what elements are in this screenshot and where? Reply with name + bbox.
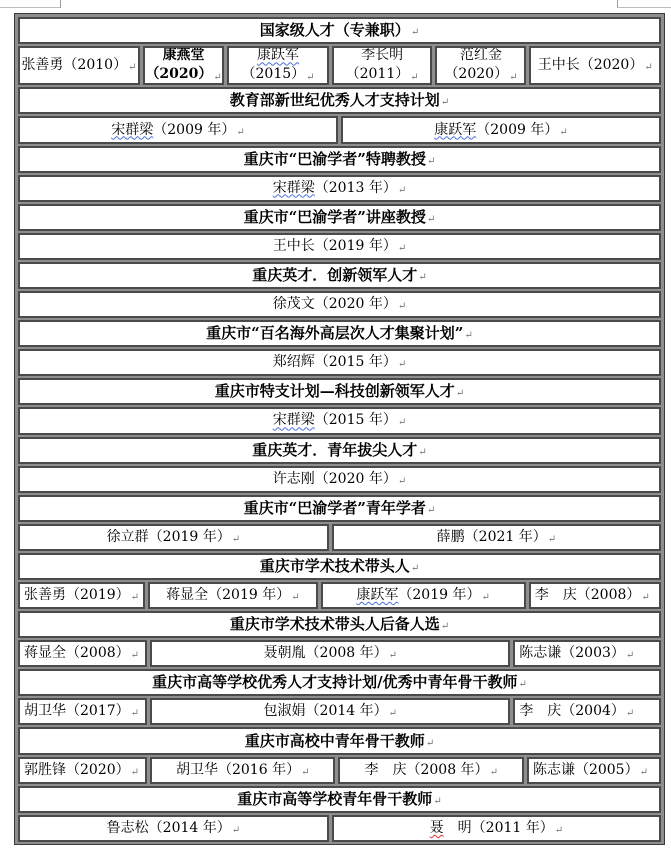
name-cell [18,233,661,260]
name-line: （2015）↵ [241,66,315,84]
section-title [18,17,661,44]
name-line: 康燕堂 [162,47,205,64]
paragraph-mark: ↵ [559,126,568,138]
section-header-row [18,727,661,754]
paragraph-mark: ↵ [388,650,398,662]
name-text: 李 庆（2008 年） [364,761,489,778]
section-title [18,146,661,173]
name-cell [18,582,145,609]
paragraph-mark: ↵ [397,475,407,487]
paragraph-mark: ↵ [397,359,407,371]
section-header-row [18,378,661,405]
section-names-row [18,698,661,725]
name-text: 郭胜锋（2020） [24,761,130,778]
name-text: 王中长（2020） [537,57,644,74]
paragraph-mark: ↵ [397,417,407,429]
name-cell [341,116,661,143]
section-names-row [18,757,661,784]
paragraph-mark: ↵ [231,533,241,545]
paragraph-mark: ↵ [518,679,527,691]
name-cell [435,46,526,85]
name-line: 范红金 [459,47,502,64]
name-text: 蒋显全（2019 年） [166,587,291,604]
name-cell [529,46,661,85]
section-title-text: 重庆英才．青年拔尖人才 [252,440,418,459]
name-cell [143,46,224,85]
section-title-text: 重庆英才．创新领军人才 [252,266,418,284]
name-cell [227,46,329,85]
section-header-row [18,553,661,580]
section-title-text: 重庆市“巴渝学者”讲座教授 [243,207,426,226]
name-cell [513,698,661,725]
name-text: 陈志谦（2003） [519,645,625,662]
name-line: 康跃军 [257,47,300,64]
paragraph-mark: ↵ [397,242,407,254]
paragraph-mark: ↵ [301,766,310,778]
paragraph-mark: ↵ [433,795,442,807]
paragraph-mark: ↵ [425,737,435,749]
name-text: 郑绍辉（2015 年） [272,354,397,371]
name-cell [18,640,147,667]
name-text: 鲁志松（2014 年） [106,819,231,836]
section-title [18,495,661,522]
name-cell [513,640,661,667]
paragraph-mark: ↵ [455,388,465,400]
section-names-row [18,233,661,260]
section-title-text: 重庆市高等学校青年骨干教师 [237,789,433,808]
paragraph-mark: ↵ [213,72,222,84]
name-cell [529,582,661,609]
section-header-row [18,495,661,522]
name-text: 张善勇（2019） [24,587,130,604]
paragraph-mark: ↵ [426,504,436,516]
name-cell [321,582,526,609]
paragraph-mark: ↵ [547,533,557,545]
paragraph-mark: ↵ [130,766,140,778]
paragraph-mark: ↵ [639,766,648,778]
paragraph-mark: ↵ [128,62,137,74]
name-cell [18,116,338,143]
section-title [18,262,661,289]
name-cell [18,175,661,202]
section-header-row [18,146,661,173]
paragraph-mark: ↵ [625,708,635,720]
section-title-text: 重庆市学术技术带头人 [259,556,410,575]
name-cell [338,757,523,784]
paragraph-mark: ↵ [306,72,315,84]
section-names-row [18,291,661,318]
name-text: 王中长（2019 年） [272,237,397,254]
paragraph-mark: ↵ [236,126,245,138]
section-title-text: 重庆市“巴渝学者”特聘教授 [243,149,426,168]
paragraph-mark: ↵ [418,272,427,283]
section-header-row [18,87,661,114]
name-text: 薛鹏（2021 年） [436,528,547,545]
section-title-text: 国家级人才（专兼职） [259,21,410,40]
section-names-row [18,116,661,143]
name-text: 蒋显全（2008） [24,645,130,662]
section-header-row [18,17,661,44]
section-names-row [18,815,661,842]
paragraph-mark: ↵ [440,621,450,633]
section-names-row [18,582,661,609]
paragraph-mark: ↵ [625,650,635,662]
section-title [18,669,661,696]
section-header-row [18,786,661,813]
section-title-text: 重庆市高校中青年骨干教师 [244,731,425,750]
paragraph-mark: ↵ [644,62,653,74]
name-cell [332,46,433,85]
name-cell [18,407,661,434]
section-title [18,378,661,405]
section-title-text: 重庆市高等学校优秀人才支持计划/优秀中青年骨干教师 [152,673,518,692]
section-header-row [18,437,661,464]
paragraph-mark: ↵ [130,592,140,604]
name-cell [150,698,510,725]
page-top-edge [0,0,671,10]
name-text: 徐茂文（2020 年） [272,296,397,313]
paragraph-mark: ↵ [440,97,450,109]
name-text: 胡卫华（2016 年） [175,761,301,778]
section-names-row [18,349,661,376]
paragraph-mark: ↵ [426,155,436,167]
section-title [18,204,661,231]
name-cell [148,582,317,609]
paragraph-mark: ↵ [489,766,498,778]
paragraph-mark: ↵ [410,562,420,574]
section-header-row [18,611,661,638]
name-text: 徐立群（2019 年） [106,528,231,545]
name-cell [18,524,329,551]
name-text: 包淑娟（2014 年） [263,703,388,720]
section-header-row [18,320,661,347]
name-text: 聂 明（2011 年） [429,819,554,836]
paragraph-mark: ↵ [554,824,564,836]
section-names-row [18,46,661,85]
name-text: 胡卫华（2017） [24,703,130,720]
name-text: 宋群梁（2009 年） [111,121,236,138]
name-cell [18,291,661,318]
name-cell [332,524,661,551]
name-text: 李 庆（2004） [519,703,625,720]
name-cell [150,757,335,784]
paragraph-mark: ↵ [130,708,140,720]
name-text: 许志刚（2020 年） [272,470,397,487]
section-title [18,727,661,754]
section-names-row [18,524,661,551]
section-title-text: 重庆市特支计划—科技创新领军人才 [214,382,455,401]
section-title-text: 重庆市“百名海外高层次人才集聚计划” [206,324,464,343]
name-cell [332,815,661,842]
section-names-row [18,175,661,202]
name-line: （2011）↵ [345,66,419,84]
name-text: 聂朝胤（2008 年） [263,645,388,662]
name-cell [18,349,661,376]
paragraph-mark: ↵ [641,592,650,604]
name-cell [18,466,661,493]
name-text: 康跃军（2009 年） [434,121,559,138]
name-text: 康跃军（2019 年） [356,587,481,604]
section-title-text: 重庆市“巴渝学者”青年学者 [243,498,426,517]
section-title [18,611,661,638]
section-title [18,320,661,347]
paragraph-mark: ↵ [291,592,300,604]
name-text: 张善勇（2010） [21,57,128,74]
name-line: （2020）↵ [444,66,518,84]
section-header-row [18,669,661,696]
section-names-row [18,407,661,434]
paragraph-mark: ↵ [388,708,398,720]
name-text: 宋群梁（2013 年） [272,179,397,196]
name-cell [18,46,140,85]
section-names-row [18,640,661,667]
paragraph-mark: ↵ [509,72,518,84]
section-title-text: 重庆市学术技术带头人后备人选 [229,615,440,634]
paragraph-mark: ↵ [397,301,407,313]
name-cell [18,757,147,784]
paragraph-mark: ↵ [481,592,490,604]
section-title [18,437,661,464]
name-line: （2020）↵ [145,66,222,84]
section-title [18,786,661,813]
section-title [18,553,661,580]
talent-table [14,13,665,845]
section-title [18,87,661,114]
paragraph-mark: ↵ [418,446,427,458]
name-line: 李长明 [361,47,404,64]
name-cell [18,698,147,725]
paragraph-mark: ↵ [410,72,419,84]
paragraph-mark: ↵ [426,213,436,225]
name-text: 陈志谦（2005） [532,761,639,778]
section-header-row [18,262,661,289]
paragraph-mark: ↵ [464,330,473,342]
paragraph-mark: ↵ [397,184,407,196]
paragraph-mark: ↵ [410,27,420,39]
section-title-text: 教育部新世纪优秀人才支持计划 [229,91,440,110]
name-text: 李 庆（2008） [534,587,641,604]
paragraph-mark: ↵ [130,650,140,662]
section-header-row [18,204,661,231]
section-names-row [18,466,661,493]
name-text: 宋群梁（2015 年） [272,412,397,429]
name-cell [150,640,510,667]
name-cell [527,757,661,784]
paragraph-mark: ↵ [231,824,241,836]
name-cell [18,815,329,842]
